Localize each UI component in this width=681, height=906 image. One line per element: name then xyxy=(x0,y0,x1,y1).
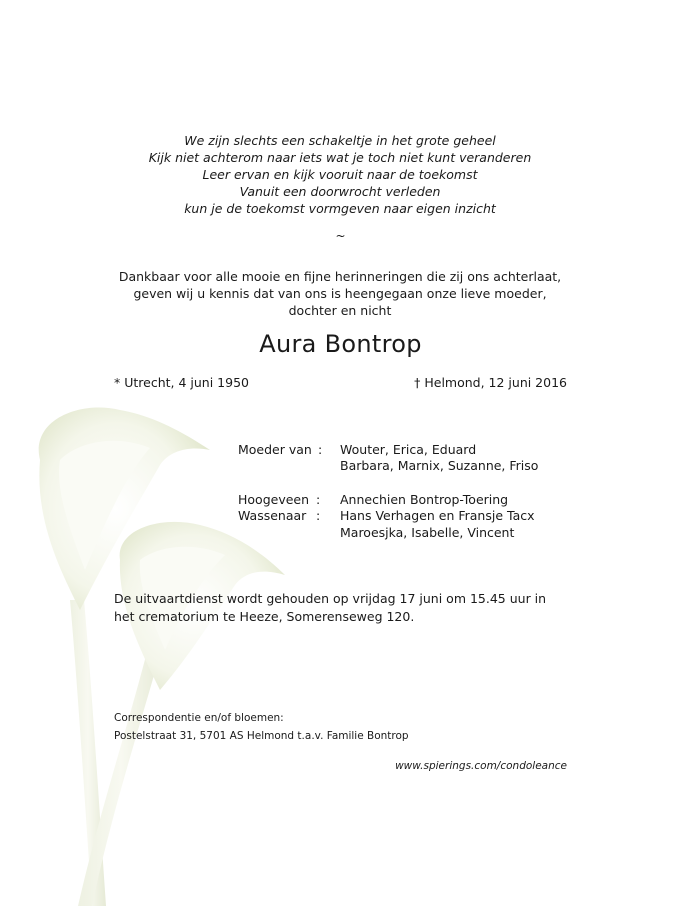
announcement-line: geven wij u kennis dat van ons is heengegaan onze lieve moeder, xyxy=(133,286,547,301)
family-value: Maroesjka, Isabelle, Vincent xyxy=(340,525,515,540)
separator: ~ xyxy=(335,229,346,243)
family-label-mother: Moeder van xyxy=(238,442,312,457)
poem-line: Vanuit een doorwrocht verleden xyxy=(239,184,441,199)
colon: : xyxy=(316,508,321,523)
service-details xyxy=(114,590,574,626)
announcement-line: dochter en nicht xyxy=(288,303,392,318)
announcement-line: Dankbaar voor alle mooie en fijne herinneringen die zij ons achterlaat, xyxy=(118,269,562,284)
colon: : xyxy=(318,442,323,457)
poem-line: kun je de toekomst vormgeven naar eigen inzicht xyxy=(184,201,496,216)
birth-info: * Utrecht, 4 juni 1950 xyxy=(114,375,249,390)
family-label-wassenaar: Wassenaar xyxy=(238,508,307,523)
correspondence-address: Postelstraat 31, 5701 AS Helmond t.a.v. Familie Bontrop xyxy=(114,729,409,742)
poem-line: We zijn slechts een schakeltje in het grote geheel xyxy=(184,133,496,148)
deceased-name: Aura Bontrop xyxy=(259,330,422,358)
family-value: Hans Verhagen en Fransje Tacx xyxy=(340,508,535,523)
announcement-text xyxy=(90,268,590,319)
family-value: Wouter, Erica, Eduard xyxy=(340,442,477,457)
condolence-link[interactable]: www.spierings.com/condoleance xyxy=(395,760,567,772)
correspondence-label: Correspondentie en/of bloemen: xyxy=(114,712,284,724)
family-value: Annechien Bontrop-Toering xyxy=(340,492,509,507)
service-line: het crematorium te Heeze, Somerenseweg 120. xyxy=(114,609,415,624)
poem-line: Kijk niet achterom naar iets wat je toch niet kunt veranderen xyxy=(148,150,532,165)
family-value: Barbara, Marnix, Suzanne, Friso xyxy=(340,458,539,473)
death-info: † Helmond, 12 juni 2016 xyxy=(414,375,567,390)
colon: : xyxy=(316,492,321,507)
correspondence xyxy=(114,710,409,745)
poem xyxy=(90,132,590,217)
family-label-hoogeveen: Hoogeveen xyxy=(238,492,310,507)
calla-lily-illustration xyxy=(0,390,300,906)
poem-line: Leer ervan en kijk vooruit naar de toekomst xyxy=(202,167,478,182)
service-line: De uitvaartdienst wordt gehouden op vrijdag 17 juni om 15.45 uur in xyxy=(114,591,547,606)
